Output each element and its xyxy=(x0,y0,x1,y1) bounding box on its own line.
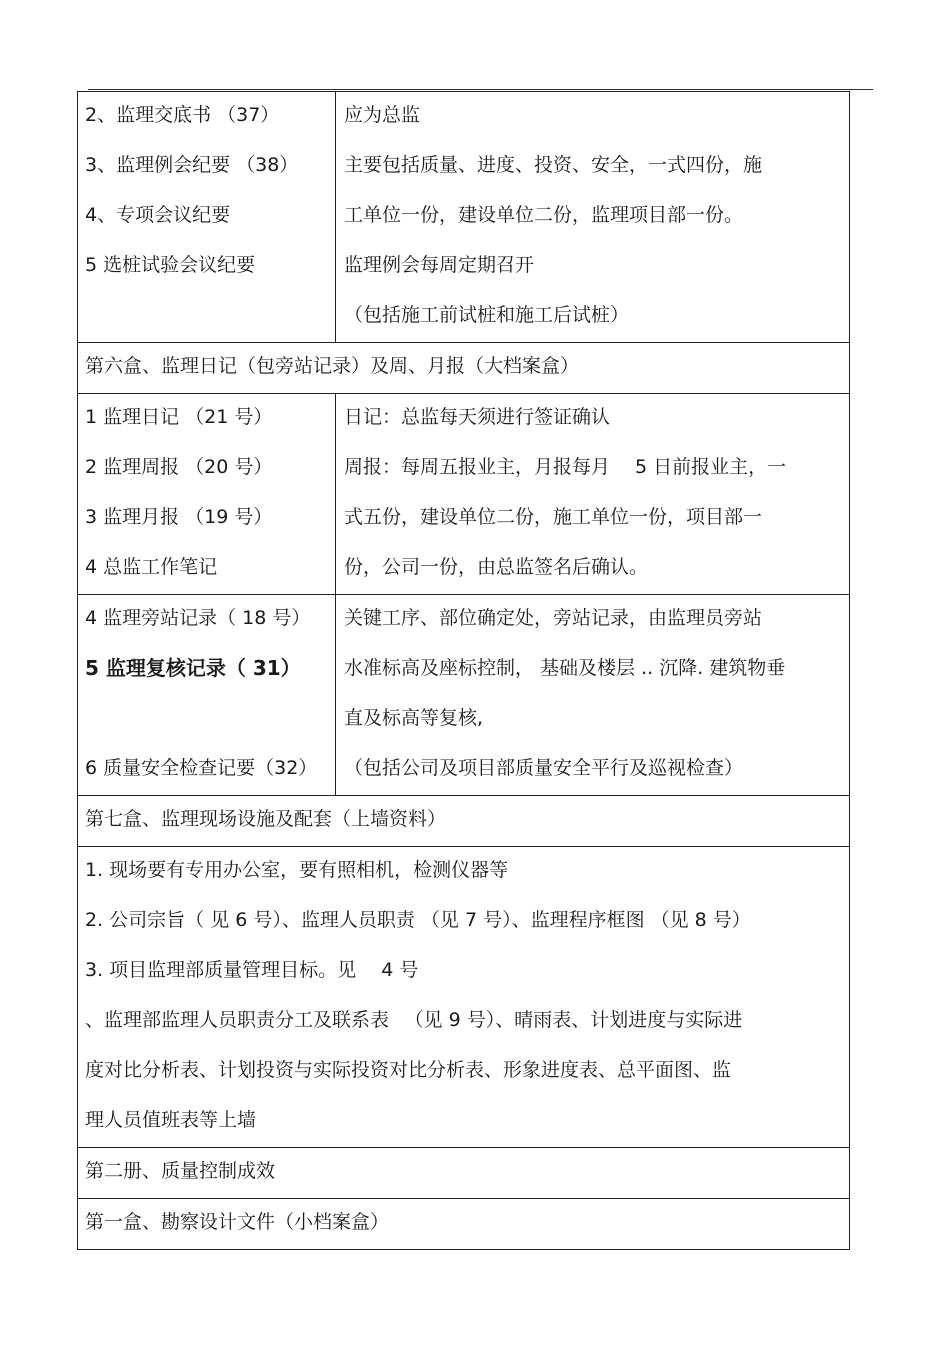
section-header xyxy=(78,1148,849,1198)
table-row xyxy=(78,92,849,343)
text-line: 度对比分析表、计划投资与实际投资对比分析表、形象进度表、总平面图、监 xyxy=(85,1059,732,1081)
text-line: 水准标高及座标控制， 基础及楼层 .. 沉降. 建筑物垂 xyxy=(344,657,786,679)
left-cell xyxy=(78,92,336,342)
list-item: 3 监理月报 （19 号） xyxy=(85,506,273,528)
text-line: 直及标高等复核, xyxy=(344,707,484,729)
list-item: 3、监理例会纪要 （38） xyxy=(85,154,299,176)
section-header-row xyxy=(78,1199,849,1250)
text-line: 份，公司一份，由总监签名后确认。 xyxy=(344,556,649,578)
text-line: 关键工序、部位确定处，旁站记录，由监理员旁站 xyxy=(344,607,763,629)
right-cell xyxy=(336,595,849,795)
text-line: 、监理部监理人员职责分工及联系表 （见 9 号）、晴雨表、计划进度与实际进 xyxy=(85,1009,743,1031)
text-line: 式五份，建设单位二份，施工单位一份，项目部一 xyxy=(344,506,763,528)
list-item: 5 选桩试验会议纪要 xyxy=(85,254,256,276)
text-line: 工单位一份，建设单位二份，监理项目部一份。 xyxy=(344,204,744,226)
text-line: 1. 现场要有专用办公室，要有照相机，检测仪器等 xyxy=(85,859,509,881)
list-item: 6 质量安全检查记要（32） xyxy=(85,757,318,779)
text-line: 理人员值班表等上墙 xyxy=(85,1109,257,1131)
section-title: 第七盒、监理现场设施及配套（上墙资料） xyxy=(85,808,447,830)
table-row xyxy=(78,595,849,796)
section-header-row xyxy=(78,796,849,847)
section-header xyxy=(78,1199,849,1249)
document-table xyxy=(77,91,850,1250)
list-item: 1 监理日记 （21 号） xyxy=(85,406,273,428)
right-cell xyxy=(336,92,849,342)
text-line: 主要包括质量、进度、投资、安全，一式四份，施 xyxy=(344,154,763,176)
list-item: 2 监理周报 （20 号） xyxy=(85,456,273,478)
left-cell xyxy=(78,394,336,594)
list-item: 5 监理复核记录（ 31） xyxy=(85,656,301,680)
section-header xyxy=(78,343,849,393)
list-item: 4 总监工作笔记 xyxy=(85,556,218,578)
section-header-row xyxy=(78,1148,849,1199)
section-title: 第六盒、监理日记（包旁站记录）及周、月报（大档案盒） xyxy=(85,355,580,377)
full-cell xyxy=(78,847,849,1147)
left-cell xyxy=(78,595,336,795)
text-line: 监理例会每周定期召开 xyxy=(344,254,535,276)
text-line: 2. 公司宗旨（ 见 6 号）、监理人员职责 （见 7 号）、监理程序框图 （见 8 号） xyxy=(85,909,751,931)
top-rule xyxy=(88,89,873,90)
list-item: 4、专项会议纪要 xyxy=(85,204,231,226)
list-item: 4 监理旁站记录（ 18 号） xyxy=(85,607,311,629)
right-cell xyxy=(336,394,849,594)
text-line: （包括施工前试桩和施工后试桩） xyxy=(344,304,630,326)
text-line: 应为总监 xyxy=(344,104,421,126)
text-line: 日记：总监每天须进行签证确认 xyxy=(344,406,611,428)
list-item xyxy=(85,695,329,745)
section-header-row xyxy=(78,343,849,394)
section-title: 第一盒、勘察设计文件（小档案盒） xyxy=(85,1211,390,1233)
text-line: 3. 项目监理部质量管理目标。见 4 号 xyxy=(85,959,419,981)
section-title: 第二册、质量控制成效 xyxy=(85,1160,276,1182)
table-row xyxy=(78,394,849,595)
text-line: 周报：每周五报业主，月报每月 5 日前报业主，一 xyxy=(344,456,787,478)
list-item xyxy=(85,292,329,342)
table-row xyxy=(78,847,849,1148)
list-item: 2、监理交底书 （37） xyxy=(85,104,280,126)
text-line: （包括公司及项目部质量安全平行及巡视检查） xyxy=(344,757,744,779)
section-header xyxy=(78,796,849,846)
